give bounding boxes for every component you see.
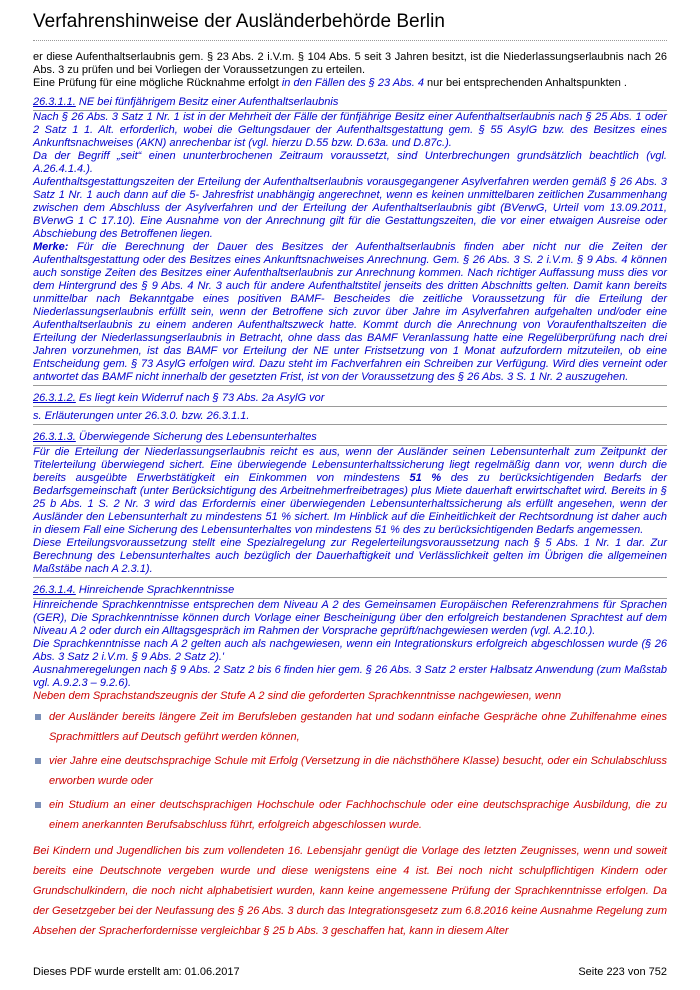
section-heading-26-3-1-2 — [33, 392, 667, 407]
section-body-26-3-1-3 — [33, 446, 667, 578]
merke-label: Merke: — [33, 241, 69, 253]
list-item-text: ein Studium an einer deutschsprachigen Hochschule oder Fachhochschule oder eine deutschsprachige Ausbildung, die zu einem anerkannten Berufsabschluss führt, erfolgreich abgeschlossen wurde. — [49, 799, 667, 831]
intro-note-text: Eine Prüfung für eine mögliche Rücknahme erfolgt — [33, 77, 282, 89]
merke-text: Für die Berechnung der Dauer des Besitzes der Aufenthaltserlaubnis finden aber nicht nur die Zeiten der Aufenthaltsgestattung oder des Besitzes eines Ankunftsnachweises Anrechnung. Gem. § 26 Abs. 3 S. 2 i.V.m. § 9 Abs. 4 können auch sonstige Zeiten des Besitzes einer Aufenthaltserlaubnis zur Anrechnung kommen. Nach richtiger Auffassung muss dies vor dem Hintergrund des § 9 Abs. 4 Nr. 3 auch für andere Aufenthaltstitel jenseits des dritten Abschnitts gelten. Damit kann bereits unmittelbar nach Bekanntgabe eines positiven BAMF- Bescheides die zeitliche Voraussetzung für die Erteilung der Niederlassungserlaubnis erfüllt sein, wenn der Betroffene sich zuvor über Jahre im Asylverfahren aufgehalten und/oder eine Aufenthaltserlaubnis zu einem anderen Aufenthaltszweck hatte. Kommt durch die Anrechnung von Voraufenthaltszeiten die Erteilung der Niederlassungserlaubnis in Betracht, ohne dass das BAMF Veranlassung hatte eine Regelüberprüfung nach drei Jahren vorzunehmen, ist das BAMF vor Erteilung der NE unter Fristsetzung von 1 Monat aufzufordern mitzuteilen, ob eine Entscheidung gem. § 73 AsylG erfolgen wird. Dazu steht im Fachverfahren ein Schreiben zur Verfügung. Wird dies verneint oder antwortet das BAMF nicht innerhalb der gesetzten Frist, ist von der Voraussetzung des § 26 Abs. 3 S. 1 Nr. 2 auszugehen. — [33, 241, 667, 383]
percentage-emphasis: 51 % — [409, 472, 442, 484]
paragraph — [33, 446, 667, 537]
section-title: Überwiegende Sicherung des Lebensunterhaltes — [75, 431, 317, 443]
section-title: NE bei fünfjährigem Besitz einer Aufenthaltserlaubnis — [75, 96, 339, 108]
page-title: Verfahrenshinweise der Ausländerbehörde Berlin — [33, 11, 667, 41]
section-heading-26-3-1-3 — [33, 431, 667, 446]
page-number: Seite 223 von 752 — [578, 966, 667, 978]
paragraph: s. Erläuterungen unter 26.3.0. bzw. 26.3.1.1. — [33, 410, 250, 422]
page-footer — [33, 966, 667, 980]
intro-note — [33, 77, 667, 90]
section-number: 26.3.1.1. — [33, 96, 76, 108]
bullet-icon — [35, 802, 41, 808]
section-body-26-3-1-4 — [33, 599, 667, 941]
creation-date: Dieses PDF wurde erstellt am: 01.06.2017 — [33, 966, 240, 978]
list-item-text: vier Jahre eine deutschsprachige Schule mit Erfolg (Versetzung in die nächsthöhere Klasse) besucht, oder ein Schulabschluss erworben wurde oder — [49, 755, 667, 787]
paragraph-text: des zu berücksichtigenden Bedarfs der Bedarfsgemeinschaft (unter Berücksichtigung des Arbeitnehmerfreibetrages) plus Miete dauerhaft erwirtschaftet wird. Bereits in § 25 b Abs. 1 S. 2 Nr. 3 wird das Erfordernis einer überwiegenden Lebensunterhaltssicherung als erfüllt angesehen, wenn der Ausländer den Lebensunterhalt zu mindestens 51 % sichert. Im Hinblick auf die Einheitlichkeit der Rechtsordnung ist daher auch in diesem Fall eine Sicherung des Lebensunterhaltes von mindestens 51 % des zu berücksichtigenden Bedarfs angemessen. — [33, 472, 667, 536]
children-paragraph: Bei Kindern und Jugendlichen bis zum vollendeten 16. Lebensjahr genügt die Vorlage des letzten Zeugnisses, wenn und soweit bereits eine Deutschnote vergeben wurde und diese wenigstens eine 4 ist. Bei noch nicht schulpflichtigen Kindern oder Grundschulkindern, die noch nicht alphabetisiert wurden, kann keine angemessene Prüfung der Sprachkenntnisse erfolgen. Da der Gesetzgeber bei der Neufassung des § 26 Abs. 3 durch das Integrationsgesetz zum 6.8.2016 keine Ausnahme Regelung zum Absehen der Spracherfordernisse vergleichbar § 25 b Abs. 3 geschaffen hat, kann in diesem Alter — [33, 845, 667, 937]
paragraph: Hinreichende Sprachkenntnisse entsprechen dem Niveau A 2 des Gemeinsamen Europäischen Referenzrahmens für Sprachen (GER), Die Sprachkenntnisse können durch Vorlage einer Bescheinigung über den erfolgreich bestandenen Sprachtest auf dem Niveau A 2 oder durch ein Alltagsgespräch im Rahmen der Vorsprache geprüft/nachgewiesen werden (vgl. A.2.10.). — [33, 599, 667, 637]
section-body-26-3-1-2 — [33, 410, 667, 425]
paragraph: Diese Erteilungsvoraussetzung stellt eine Spezialregelung zur Regelerteilungsvoraussetzung nach § 5 Abs. 1 Nr. 1 dar. Zur Berechnung des Lebensunterhaltes auch bezüglich der Dauerhaftigkeit und Verlässlichkeit gelten im Übrigen die allgemeinen Maßstäbe nach A 2.3.1). — [33, 537, 667, 575]
intro-note-end: nur bei entsprechenden Anhaltspunkten . — [423, 77, 627, 89]
list-item — [33, 751, 667, 791]
intro-note-reference: in den Fällen des § 23 Abs. 4 — [281, 77, 424, 89]
section-number: 26.3.1.4. — [33, 584, 76, 596]
document-page — [33, 0, 667, 941]
section-heading-26-3-1-1 — [33, 96, 667, 111]
paragraph: Da der Begriff „seit“ einen ununterbrochenen Zeitraum voraussetzt, sind Unterbrechungen grundsätzlich beachtlich (vgl. A.26.4.1.4.). — [33, 150, 667, 175]
intro-paragraph: er diese Aufenthaltserlaubnis gem. § 23 Abs. 2 i.V.m. § 104 Abs. 5 seit 3 Jahren besitzt, ist die Niederlassungserlaubnis nach 26 Abs. 3 zu prüfen und bei Vorliegen der Voraussetzungen zu erteilen. — [33, 51, 667, 76]
requirements-list — [33, 707, 667, 835]
paragraph-text: Für die Erteilung der Niederlassungserlaubnis reicht es aus, wenn der Ausländer seinen Lebensunterhalt zum Zeitpunkt der Titelerteilung überwiegend sichert. Eine überwiegende Lebensunterhaltssicherung liegt regelmäßig dann vor, wenn durch die bereits ausgeübte Erwerbstätigkeit ein Einkommen von mindestens — [33, 446, 667, 484]
bullet-icon — [35, 714, 41, 720]
section-number: 26.3.1.2. — [33, 392, 76, 404]
section-title: Hinreichende Sprachkenntnisse — [75, 584, 235, 596]
section-number: 26.3.1.3. — [33, 431, 76, 443]
list-item-text: der Ausländer bereits längere Zeit im Berufsleben gestanden hat und sodann einfache Gespräche ohne Zuhilfenahme eines Sprachmittlers auf Deutsch geführt werden können, — [49, 711, 667, 743]
section-heading-26-3-1-4 — [33, 584, 667, 599]
paragraph: Aufenthaltsgestattungszeiten der Erteilung der Aufenthaltserlaubnis vorausgegangener Asylverfahren werden gemäß § 26 Abs. 3 Satz 1 Nr. 1 auch dann auf die 5- Jahresfrist unabhängig angerechnet, wenn es keinen unmittelbaren zeitlichen Zusammenhang zwischen dem Abschluss der Asylverfahren und der Erteilung der Aufenthaltserlaubnis gibt (BVerwG, Urteil vom 13.09.2011, BVerwG 1 C 17.10). Eine Ausnahme von der Anrechnung gilt für die Gestattungszeiten, die vor einer etwaigen Ausreise oder Abschiebung des Betroffenen liegen. — [33, 176, 667, 240]
section-title: Es liegt kein Widerruf nach § 73 Abs. 2a AsylG vor — [75, 392, 325, 404]
paragraph: Nach § 26 Abs. 3 Satz 1 Nr. 1 ist in der Mehrheit der Fälle der fünfjährige Besitz einer Aufenthaltserlaubnis nach § 25 Abs. 1 oder 2 Satz 1 1. Alt. erforderlich, wobei die Geltungsdauer der Aufenthaltsgestattung gem. § 55 AsylG bzw. des Besitzes eines Ankunftsnachweises (AKN) anrechenbar ist (vgl. hierzu D.55 bzw. D.63a. und D.87c.). — [33, 111, 667, 149]
merke-paragraph — [33, 241, 667, 384]
bullet-icon — [35, 758, 41, 764]
section-body-26-3-1-1 — [33, 111, 667, 386]
paragraph: Die Sprachkenntnisse nach A 2 gelten auch als nachgewiesen, wenn ein Integrationskurs erfolgreich abgeschlossen wurde (§ 26 Abs. 3 Satz 2 i.V.m. § 9 Abs. 2 Satz 2).' — [33, 638, 667, 663]
red-intro: Neben dem Sprachstandszeugnis der Stufe A 2 sind die geforderten Sprachkenntnisse nachgewiesen, wenn — [33, 690, 562, 702]
paragraph: Ausnahmeregelungen nach § 9 Abs. 2 Satz 2 bis 6 finden hier gem. § 26 Abs. 3 Satz 2 erster Halbsatz Anwendung (zum Maßstab vgl. A.9.2.3 – 9.2.6). — [33, 664, 667, 689]
list-item — [33, 795, 667, 835]
list-item — [33, 707, 667, 747]
